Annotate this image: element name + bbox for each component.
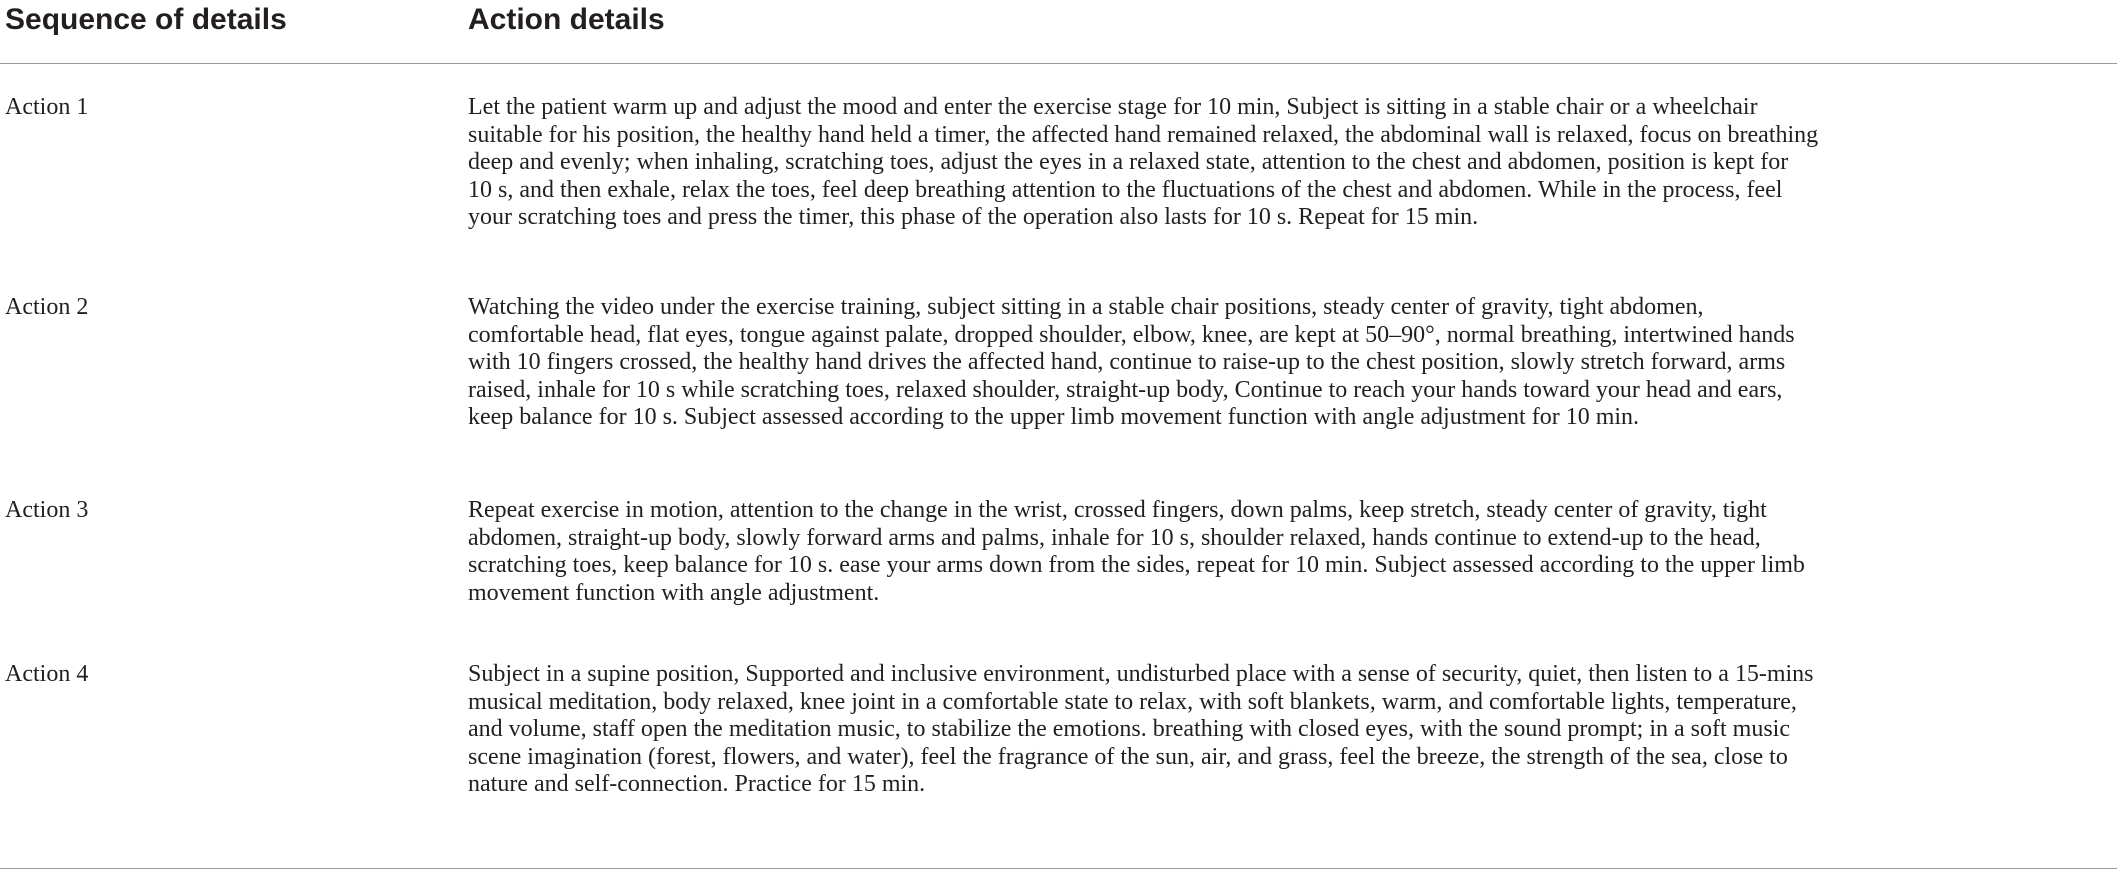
description-line: movement function with angle adjustment. <box>468 579 880 606</box>
table-bottom-rule <box>0 868 2117 869</box>
column-header-sequence: Sequence of details <box>5 3 287 36</box>
row-label: Action 2 <box>5 294 89 320</box>
description-line: raised, inhale for 10 s while scratching toes, relaxed shoulder, straight-up body, Continue to reach your hands toward your head and ears, <box>468 376 1783 403</box>
description-line: and volume, staff open the meditation music, to stabilize the emotions. breathing with closed eyes, with the sound prompt; in a soft music <box>468 716 1790 742</box>
description-line: abdomen, straight-up body, slowly forward arms and palms, inhale for 10 s, shoulder relaxed, hands continue to extend-up to the head, <box>468 524 1761 551</box>
column-header-action-details: Action details <box>468 3 665 36</box>
description-line: your scratching toes and press the timer, this phase of the operation also lasts for 10 s. Repeat for 15 min. <box>468 204 1479 230</box>
description-line: scratching toes, keep balance for 10 s. ease your arms down from the sides, repeat for 10 min. Subject assessed according to the upper limb <box>468 552 1805 578</box>
row-description <box>468 497 2113 607</box>
description-line: keep balance for 10 s. Subject assessed according to the upper limb movement function with angle adjustment for 10 min. <box>468 404 1640 430</box>
description-line: musical meditation, body relaxed, knee joint in a comfortable state to relax, with soft blankets, warm, and comfortable lights, temperature, <box>468 688 1797 715</box>
description-line: scene imagination (forest, flowers, and water), feel the fragrance of the sun, air, and grass, feel the breeze, the strength of the sea, close to <box>468 743 1788 770</box>
table-header-row <box>0 0 2117 62</box>
row-label: Action 4 <box>5 661 89 687</box>
description-line: 10 s, and then exhale, relax the toes, feel deep breathing attention to the fluctuations of the chest and abdomen. While in the process, feel <box>468 176 1783 203</box>
row-label: Action 1 <box>5 94 89 120</box>
description-line: Repeat exercise in motion, attention to the change in the wrist, crossed fingers, down palms, keep stretch, steady center of gravity, tight <box>468 497 1767 523</box>
description-line: nature and self-connection. Practice for 15 min. <box>468 771 926 797</box>
description-line: Let the patient warm up and adjust the mood and enter the exercise stage for 10 min, Subject is sitting in a stable chair or a wheelchair <box>468 94 1758 120</box>
row-description <box>468 661 2113 799</box>
description-line: Watching the video under the exercise training, subject sitting in a stable chair positions, steady center of gravity, tight abdomen, <box>468 294 1704 320</box>
description-line: Subject in a supine position, Supported and inclusive environment, undisturbed place with a sense of security, quiet, then listen to a 15-mins <box>468 661 1814 687</box>
description-line: suitable for his position, the healthy hand held a timer, the affected hand remained relaxed, the abdominal wall is relaxed, focus on breathing <box>468 121 1819 148</box>
header-divider <box>0 63 2117 64</box>
description-line: with 10 fingers crossed, the healthy hand drives the affected hand, continue to raise-up to the chest position, slowly stretch forward, arms <box>468 349 1786 375</box>
row-description <box>468 94 2113 232</box>
row-description <box>468 294 2113 432</box>
description-line: deep and evenly; when inhaling, scratching toes, adjust the eyes in a relaxed state, attention to the chest and abdomen, position is kept for <box>468 149 1789 175</box>
description-line: comfortable head, flat eyes, tongue against palate, dropped shoulder, elbow, knee, are kept at 50–90°, normal breathing, intertwined hands <box>468 321 1795 348</box>
row-label: Action 3 <box>5 497 89 523</box>
